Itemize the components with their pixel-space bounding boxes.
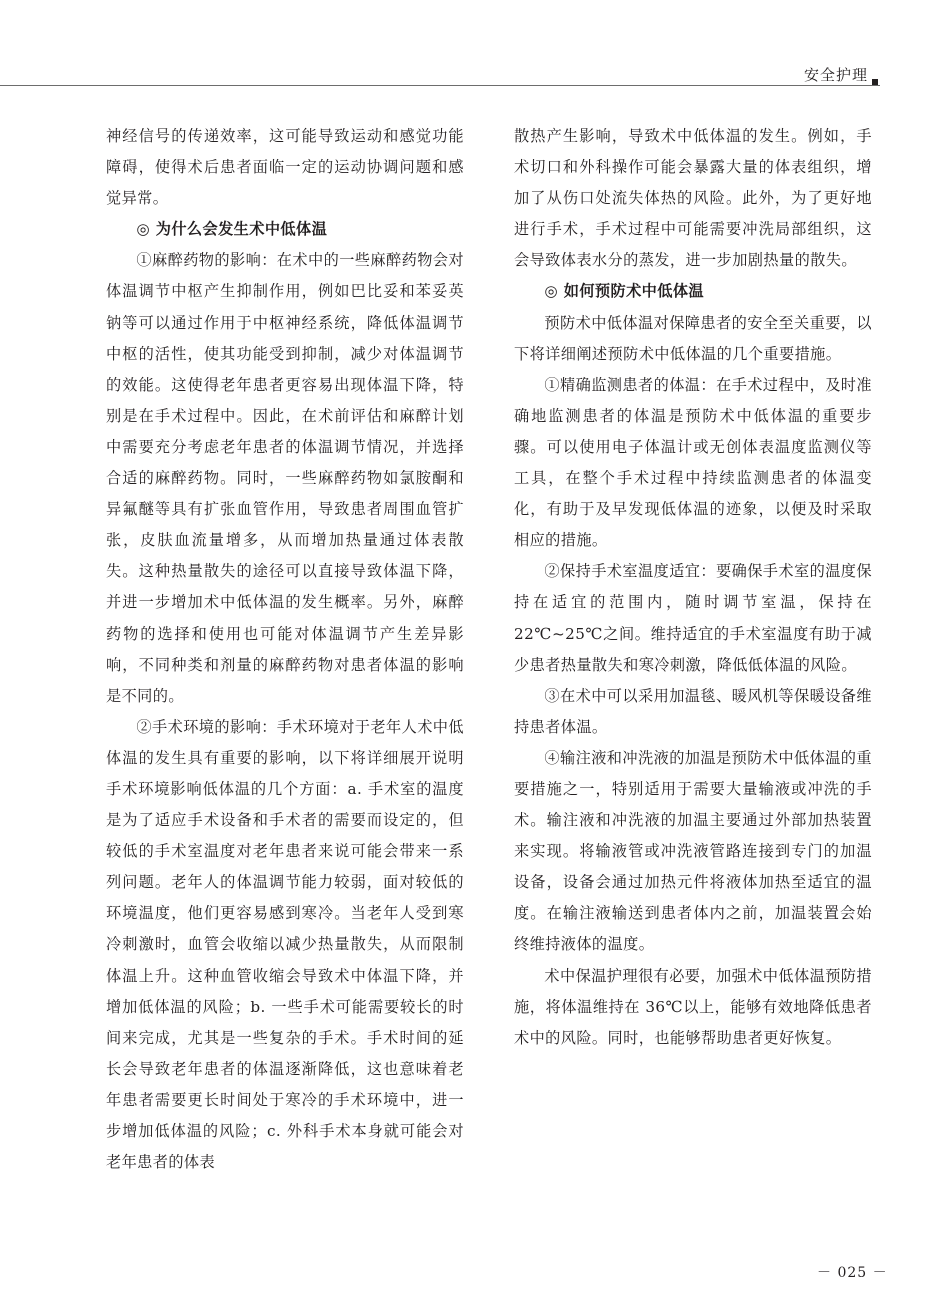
- paragraph: ②保持手术室温度适宜：要确保手术室的温度保持在适宜的范围内，随时调节室温，保持在 22℃~25℃之间。维持适宜的手术室温度有助于减少患者热量散失和寒冷刺激，降低低体温的风险。: [514, 562, 872, 674]
- section-title: 安全护理: [803, 66, 868, 84]
- header-rule: [0, 85, 880, 86]
- paragraph: 神经信号的传递效率，这可能导致运动和感觉功能障碍，使得术后患者面临一定的运动协调问题和感觉异常。: [106, 127, 464, 208]
- section-heading: ◎ 为什么会发生术中低体温: [136, 220, 328, 239]
- right-column: [514, 121, 872, 1054]
- paragraph: ①精确监测患者的体温：在手术过程中，及时准确地监测患者的体温是预防术中低体温的重要步骤。可以使用电子体温计或无创体表温度监测仪等工具，在整个手术过程中持续监测患者的体温变化，有助于及早发现低体温的迹象，以便及时采取相应的措施。: [514, 375, 872, 550]
- paragraph: ③在术中可以采用加温毯、暖风机等保暖设备维持患者体温。: [514, 686, 872, 736]
- paragraph: 散热产生影响，导致术中低体温的发生。例如，手术切口和外科操作可能会暴露大量的体表组织，增加了从伤口处流失体热的风险。此外，为了更好地进行手术，手术过程中可能需要冲洗局部组织，这会导致体表水分的蒸发，进一步加剧热量的散失。: [514, 127, 872, 270]
- paragraph: 预防术中低体温对保障患者的安全至关重要，以下将详细阐述预防术中低体温的几个重要措施。: [514, 313, 872, 363]
- header-square-mark: [872, 79, 878, 85]
- paragraph: 术中保温护理很有必要，加强术中低体温预防措施，将体温维持在 36℃以上，能够有效地降低患者术中的风险。同时，也能够帮助患者更好恢复。: [514, 966, 872, 1047]
- section-heading: ◎ 如何预防术中低体温: [544, 282, 705, 301]
- page-header: [0, 0, 950, 86]
- paragraph: ④输注液和冲洗液的加温是预防术中低体温的重要措施之一，特别适用于需要大量输液或冲洗的手术。输注液和冲洗液的加温主要通过外部加热装置来实现。将输液管或冲洗液管路连接到专门的加温设备，设备会通过加热元件将液体加热至适宜的温度。在输注液输送到患者体内之前，加温装置会始终维持液体的温度。: [514, 748, 872, 954]
- paragraph: ①麻醉药物的影响：在术中的一些麻醉药物会对体温调节中枢产生抑制作用，例如巴比妥和苯妥英钠等可以通过作用于中枢神经系统，降低体温调节中枢的活性，使其功能受到抑制，减少对体温调节的效能。这使得老年患者更容易出现体温下降，特别是在手术过程中。因此，在术前评估和麻醉计划中需要充分考虑老年患者的体温调节情况，并选择合适的麻醉药物。同时，一些麻醉药物如氯胺酮和异氟醚等具有扩张血管作用，导致患者周围血管扩张，皮肤血流量增多，从而增加热量通过体表散失。这种热量散失的途径可以直接导致体温下降，并进一步增加术中低体温的发生概率。另外，麻醉药物的选择和使用也可能对体温调节产生差异影响，不同种类和剂量的麻醉药物对患者体温的影响是不同的。: [106, 251, 464, 705]
- paragraph: ②手术环境的影响：手术环境对于老年人术中低体温的发生具有重要的影响，以下将详细展开说明手术环境影响低体温的几个方面：a. 手术室的温度是为了适应手术设备和手术者的需要而设定的，但较低的手术室温度对老年患者来说可能会带来一系列问题。老年人的体温调节能力较弱，面对较低的环境温度，他们更容易感到寒冷。当老年人受到寒冷刺激时，血管会收缩以减少热量散失，从而限制体温上升。这种血管收缩会导致术中体温下降，并增加低体温的风险；b. 一些手术可能需要较长的时间来完成，尤其是一些复杂的手术。手术时间的延长会导致老年患者的体温逐渐降低，这也意味着老年患者需要更长时间处于寒冷的手术环境中，进一步增加低体温的风险；c. 外科手术本身就可能会对老年患者的体表: [106, 717, 464, 1172]
- left-column: [106, 121, 464, 1178]
- page-number: － 025 －: [817, 1265, 888, 1281]
